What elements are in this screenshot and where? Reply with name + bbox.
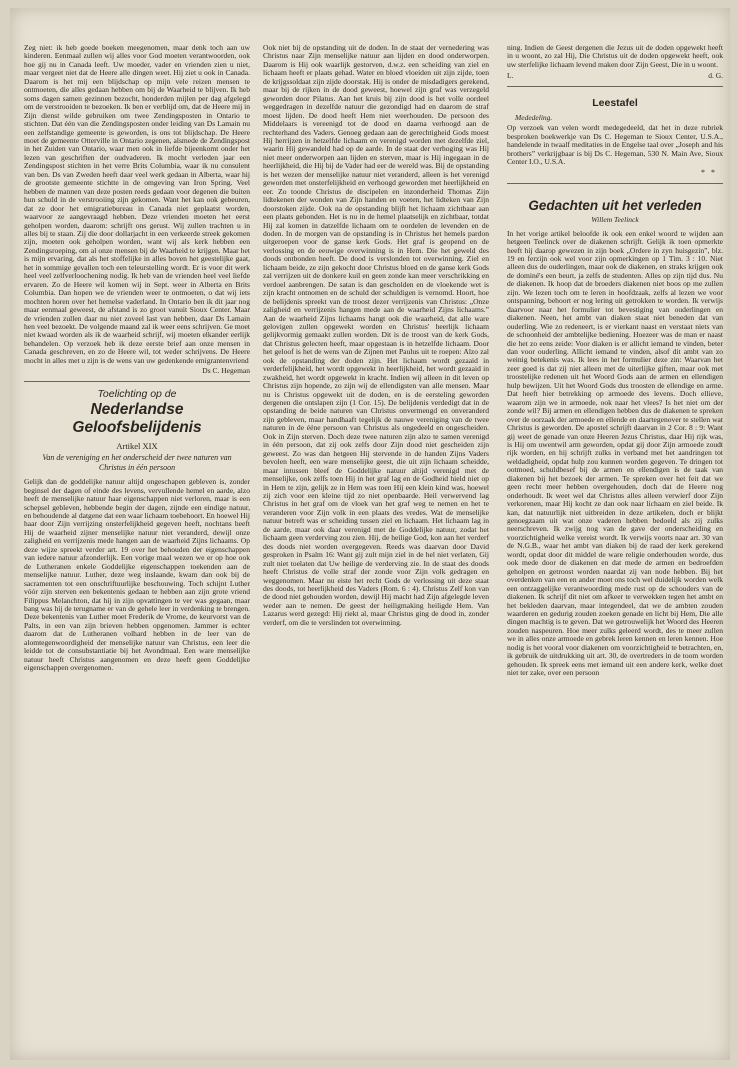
column-1 [24,44,250,673]
divider [24,381,250,382]
leestafel-body: Op verzoek van velen wordt medegedeeld, dat het in deze rubriek besproken boekwerkje van Ds C. Hegeman te Sioux Center, U.S.A., handelende in twaalf meditaties in de Engelse taal over „Joseph and his brothers” verkrijgbaar is bij Ds C. Hegeman, 530 N. Main Ave, Sioux Center I.O., U.S.A. [507,123,723,167]
toelichting-signature [507,71,723,80]
signature-right: d. G. [708,71,723,81]
toelichting-body-3: ning. Indien de Geest dergenen die Jezus uit de doden opgewekt heeft in u woont, zo zal Hij, Die Christus uit de doden opgewekt heeft, ook uw sterfelijke lichaam levend maken door Zijn Geest, Die in u woont. [507,43,723,69]
article-number: Artikel XIX [116,441,158,452]
signature-left: L. [507,71,514,81]
toelichting-body-1: Gelijk dan de goddelijke natuur altijd ongeschapen gebleven is, zonder beginsel der dagen of einde des levens, vervullende hemel en aarde, alzo heeft de menselijke natuur haar eigenschappen niet verloren, maar is een schepsel gebleven, hebbende begin der dagen, zijnde een eindige natuur, en behoudende al datgene dat een waar lichaam toebehoort. En hoewel Hij haar door Zijn verrijzing onsterfelijkheid gegeven heeft, nochtans heeft Hij de waarheid zijner menselijke natuur niet veranderd, dewijl onze zaligheid en verrijzenis mede hangen aan de waarheid Zijns lichaams. Op deze wijze spreekt verder art. 19 over het behouden der eigenschappen van iedere natuur afzonderlijk. Een vorige maal wezen we er op hoe ook de Lutheranen enkele Goddelijke eigenschappen toekenden aan de menselijke natuur. Luther, deze weg inslaande, kwam dan ook bij de sacramenten tot een onschriftuurlijke beschouwing. Toch schijnt Luther vóór zijn sterven een bekentenis gedaan te hebben aan zijn grote vriend Filippus Melanchton, dat hij in zijn opvattingen te ver was gegaan, maar bang was hij de terugname er van de gehele leer in verdenking te brengen. Deze bekentenis van Luther moet Frederik de Vrome, de keurvorst van de Palts, in een van zijn brieven hebben opgenomen. Jammer is echter daarom dat de Lutheranen volhard hebben in de leer van de alomtegenwoordigheid der menselijke natuur van Christus, een leer die leidde tot de consubstantiatie bij het Avondmaal. Een ware menselijke natuur heeft Christus aangenomen en deze heeft geen Goddelijke eigenschappen overgenomen. [24,477,250,673]
leestafel-label: Mededeling. [515,113,553,123]
toelichting-title: Nederlandse Geloofsbelijdenis [72,401,202,437]
newspaper-page [10,8,730,1060]
gedachten-body: In het vorige artikel beloofde ik ook een enkel woord te wijden aan hetgeen Teelinck over de diakenen schrijft. Gelijk ik toen opmerkte heeft hij daarop gewezen in zijn boek „Ordere in zyn huisgezin”, blz. 19 en ferzijn ook wel voor zijn opmerkingen op 1 Tim. 3 : 10. Niet alleen dus de ouderlingen, maar ook de diakenen, en straks krijgen ook de dominé's een beurt, ja zelfs de studenten. Alles op zijn tijd dus. Nu de diakenen. Ik hoop dat de broeders diakenen niet boos op me zullen zijn. We lezen toch om te leren in hoofdzaak, zelfs al lezen we voor ontspanning, behoort er nog lering uit getrokken te worden. Ik verwijs daarvoor naar het formulier tot bevestiging van ouderlingen en diakenen. Neen, het ambt van diaken staat niet beneden dat van ouderling. Wie zo redeneert, is er vierkant naast en verstaat niets van de schoonheid der ambtelijke bediening. Hoezeer was de man er naast die het zo eens zeide: Voor diaken is er allicht iemand te vinden, beter dan voor ouderling. Allicht iemand te vinden, alsof dit ambt van zo weinig betekenis was. Ik lees in het formulier deze zin: Waarvan het zeer goed is dat zij niet alleen met de uiterlijke giften, maar ook met troostelijke redenen uit het Woord Gods aan de armen en ellendigen hulp bewijzen. Uit het Woord Gods dus troosten de ellendige en arme. Dat heeft hier betrekking op armoede des levens. Doch ellieve, waarom zijn we in armoede, ook naar het vlees? Is het niet om der zonde wil? Bij armen en ellendigen hebben dus de diakenen te spreken over de oorzaak der armoede en ellende en daartegenover te stellen wat Christus is geworden. De apostel schrijft daarvan in 2 Cor. 8 : 9: Want gij weet de genade van onze Heeren Jezus Christus, daar Hij rijk was, is Hij om uwentwil arm geworden, opdat gij door Zijn armoede zoudt rijk worden, en hij schrijft zulks in verband met het aandringen tot weldadigheid, opdat hulp zou kunnen worden gegeven. Te dringen tot ootmoed, schuldbesef bij de armen en ellendigen is de taak van diakenen bij het bezoek der armen. Te spreken over het feit dat we geen recht meer hebben overgehouden, doch dat de Heere nog onderhoudt. Ik weet wel dat Christus alles alleen verwierf door Zijn verkorenen, maar Hij kocht ze dan ook naar lichaam en ziel beide. Ik kan, dat natuurlijk niet uitbreiden in deze artikelen, doch er blijkt genoegzaam uit wat onze vaderen hebben bedoeld als zij zulks neerschreven. Ik zwijg nog van de gave der onderscheiding en voorzichtigheid welke vereist wordt. Ik verwijs voorts naar art. 30 van de N.G.B., waar het ambt van diaken bij de raad der kerk gerekend wordt, opdat door dit middel de ware religie onderhouden worde, dus ook mede door de diakenen en dat mede de armen en bedroefden geholpen en getroost worden naardat zij van node hebben. Bij het overdenken van een en ander moet ons toch wel duidelijk worden welk een ontzaggelijke verantwoording mede rust op de schouders van de diakenen. Ik schrijf dit niet om afkeer te verwekken tegen het ambt en het bekleden daarvan, maar integendeel, dat we de ambten zouden waarderen en gedurig zouden zoeken genade en licht bij Hem, Die alle dingen machtig is te geven. Dat we getrouwelijk het Woord des Heeren zouden naspeuren. Hoe meer zulks geleerd wordt, des te meer zullen we in alles onze armoede en gebrek leren kennen en leren kennen. Hoe nodig is het vooral voor diakenen om voorzichtigheid te betrachten, en, ik gebruik de uitdrukking uit art. 30, de overtreders in de toom worden gehouden. Ik spreek eens met iemand uit een andere kerk, welke doet niet ter zake, over een persoon [507,228,723,678]
section-stars: * * [701,167,717,177]
leestafel-title: Leestafel [592,97,638,110]
toelichting-body-2: Ook niet bij de opstanding uit de doden. In de staat der vernedering was Christus naar Zijn menselijke natuur aan lijden en dood onderworpen. Daarom is Hij ook waarlijk gestorven, d.w.z. een scheiding van ziel en lichaam heeft er plaats gehad. Water en bloed vloeiden uit zijn zijde, toen de krijgssoldaat zijn zijde doorstak. Hij is onder de misdadigers gerekend, maar bij de rijken in de dood geweest, hoewel zijn graf was verzegeld geworden door Pilatus. Aan het kruis bij zijn dood is het volle oordeel weggedragen in dezelfde natuur die gezondigd had en daarom de straf moest lijden. De dood heeft Hem niet weerhouden. De persoon des Middelaars is vereenigd tot de dood en daarna verhoogd aan de rechterhand des Vaders. Genoeg gedaan aan de gerechtigheid Gods moest Hij herrijzen in hetzelfde lichaam en verenigd worden met dezelfde ziel, waarin Hij gewandeld had op de aarde. In de staat der verhoging was Hij niet meer onderworpen aan lijden en sterven, maar is Hij ingegaan in de heerlijkheid, die Hij bij de Vader had eer de wereld was. Bij de opstanding is het wezen der menselijke natuur niet veranderd, alleen is het verenigd geworden met onsterfelijkheid en verhoogd geworden met heerlijkheid en eer. Zo toonde Christus de discipelen en inzonderheid Thomas Zijn lidtekenen der wonden van Zijn handen en voeten, het lidteken van Zijn doorstoken zijde. Ook na de opstanding blijft het lichaam zichtbaar aan een plaats gebonden. Het is nu in de hemel plaatselijk en zichtbaar, totdat Hij zal komen in datzelfde lichaam om te oordelen de levenden en de doden. In de morgen van de opstanding is in Christus het hemels pardon uitgeroepen voor de ganse kerk Gods. Het graf is geopend en de verlossing en de eeuwige overwinning is in Hem. Die het geweld des doods ontbonden heeft. De dood is verslonden tot overwinning. Ziel en lichaam beide, ze zijn gekocht door Christus bloed en de ganse kerk Gods zal verrijzen uit de donkere kuil en geen zonde kan meer verschrikking en verdoel aanbrengen. De satan is dan gescholden en de vloekende wet is zijn kracht ontnomen en de schuld der schuldigen is vernomd. Hoort, hoe de belijdenis spreekt van de troost dezer verrijzenis van Christus: „Onze zaligheid en verrijzenis hangen mede aan de waarheid Zijns lichaams.” Aan de waarheid Zijns lichaams hangt ook die waarheid, dat alle ware gelovigen zullen opgewekt worden en Christus' heerlijk lichaam gelijkvormig gemaakt zullen worden. Dit is de troost van de kerk Gods, dat Christus gelecten heeft, maar opgestaan is in hetzelfde lichaam. Door het geloof is het de wens van de Zijnen met Paulus uit te roepen: Alzo zal ook de opstanding der doden zijn. Het lichaam wordt gezaaid in verderfelijkheid, het wordt opgewekt in heerlijkheid, het wordt gezaaid in zwakheid, het wordt opgewekt in kracht. Indien wij alleen in dit leven op Christus zijn hopende, zo zijn wij de ellendigsten van alle mensen. Maar nu is Christus opgewekt uit de doden, en is de eersteling geworden dergenen die ontslapen zijn (1 Cor. 15). De belijdenis verdedigt dat in de opstanding de beide naturen van Christus onvermengd en onveranderd zijn gebleven, maar handhaaft tegelijk de nauwe vereniging van de twee naturen in de ééne persoon van Christus als ongedeeld en ongescheiden. Ook in Zijn sterven. Doch deze twee naturen zijn alzo te samen verenigd in één persoon, dat zij ook zelfs door Zijn dood niet gescheiden zijn geweest. Zo was dan hetgeen Hij stervende in de handen Zijns Vaders bevolen heeft, een ware menselijke geest, die uit zijn lichaam scheidde, maar intussen bleef de Goddelijke natuur altijd verenigd met de menselijke, ook zelfs toen Hij in het graf lag en de Godheid hield niet op in Hem te zijn, gelijk ze in Hem was toen Hij een klein kind was, hoewel zij zich voor een kleine tijd zo niet openbaarde. Heil verwervend lag Christus in het graf om de vloek van het graf weg te nemen en het te veranderen voor Zijn volk in een plaats des vredes. Wat de menselijke natuur betreft was er scheiding tussen ziel en lichaam. Het lichaam lag in de aarde, maar ook daar verenigd met de Goddelijke natuur, zodat het lichaam geen verderving zou zien. Hij, de heilige God, kon aan het verderf des doods niet worden overgegeven. Reeds was daarvan door David gesproken in Psalm 16: Want gij zult mijn ziel in de hel niet verlaten, Gij zult niet toelaten dat Uw heilige de verderving zie. In de staat des doods heeft Christus de volle straf der zonde voor Zijn volk gedragen en weggenomen. Maar nu eiste het recht Gods de verlossing uit deze staat des doods, tot heerlijkheid des Vaders (Rom. 6 : 4). Christus Zelf kon van de dood niet gehouden worden, dewijl Hij macht had Zijn afgelegde leven weder aan te nemen. De geest der heiligmaking heiligde Hem. Van Lazarus werd gezegd: Hij riekt al, maar Christus ging de dood in, zonder verderf, om die te verslinden tot overwinning. [263,43,489,627]
gedachten-author: Willem Teelinck [591,214,639,224]
article-subtitle: Van de vereniging en het onderscheid der twee naturen van Christus in één persoon [42,453,232,472]
column-3 [507,44,723,678]
divider [507,86,723,87]
letter-signature: Ds C. Hegeman [202,366,250,376]
column-2 [263,44,489,627]
divider [507,183,723,184]
gedachten-title: Gedachten uit het verleden [528,197,702,213]
toelichting-title-small: Toelichting op de [97,388,177,401]
letter-body: Zeg niet: ik heb goede boeken meegenomen, maar denk toch aan uw kinderen. Eenmaal zullen wij alles voor God moeten verantwoorden, ook hoe gij nu in Canada leeft. Uw moeder, vader en vrienden zien u niet, maar vergeet niet dat de Heere alle dingen weet. Hij ziet u ook in Canada. Daarom is het mij een blijdschap op mijn vele reizen mensen te ontmoeten, die alles gedaan hebben om bij de Waarheid te blijven. Ik heb soms dagen samen gezinnen bezocht, honderden mijlen per dag afgelegd om de verstrooiden te bezoeken. Ik ben er verblijd om, dat de Heere mij in Zijn dienst wilde gebruiken om twee Zendingsposten in Ontario te stichten. Dat één van die Zendingsposten onder leiding van Ds Lamain nu een zelfstandige gemeente is geworden, is ons tot blijdschap. De Heere moet de gemeente Otterville in Ontario zegenen, alsmede de Zendingspost in het Zuiden van Ontario, waar men ook in liefde bijeenkomt onder het lezen van geschriften der oudvaderen. Ik mocht verleden jaar een Zendingspost stichten in het verre Brits Columbia, waar ik nu consulent van ben. Ds van Zweden heeft daar veel werk gedaan in Alberta, waar hij de grootste gemeente stichtte in de omgeving van Iron Spring. Veel hebben de mannen van deze posten reeds gedaan voor degenen die buiten hun schuld in de verstrooiing zijn gekomen. Want het kan ook gebeuren, dat ze door het emigratiebureau in Canada niet geplaatst worden, waarvoor ze aangevraagd hebben. Deze vrienden moeten het eerst geholpen worden, daarom: schrijft ons gerust. Wij zullen trachten u in alles bij te staan. Zij die door dollarjacht in een verkeerde streek gekomen zijn, moeten ook geholpen worden, want wij als kerk hebben een Zendingsroeping, om al onze mensen bij de Waarheid te krijgen. Maar het is mijn ervaring, dat als het stoffelijke in alles boven het geestelijke gaat, het in sommige gevallen toch een teleurstelling wordt. Er is voor dit werk heel veel zelfverloochening nodig. Ik heb van de vrienden heel veel liefde ervaren. Zo de Heere wil komen wij in Sept. weer in Alberta en Brits Columbia. Dan hopen we de vrienden weer te ontmoeten, o dat wij iets mochten horen over het hemelse vaderland. In Ontario ben ik dit jaar nog maar eenmaal geweest, de afstand is zo groot vanuit Sioux Center. Maar de vrienden zullen daar nu niet zoveel last van hebben, daar Ds Lamain hen veel bezoekt. De volgende maand zal ik weer eens schrijven. Ge moet niet kwaad worden als ik de waarheid schrijf, wij moeten elkander eerlijk behandelen. Op verzoek heb ik deze eerste brief aan onze mensen in Canada geschreven, en zo de Heere wil, tot weder schrijvens. De Heere mocht in alles met u zijn is de wens van uw gedenkende emigrantenvriend [24,43,250,365]
